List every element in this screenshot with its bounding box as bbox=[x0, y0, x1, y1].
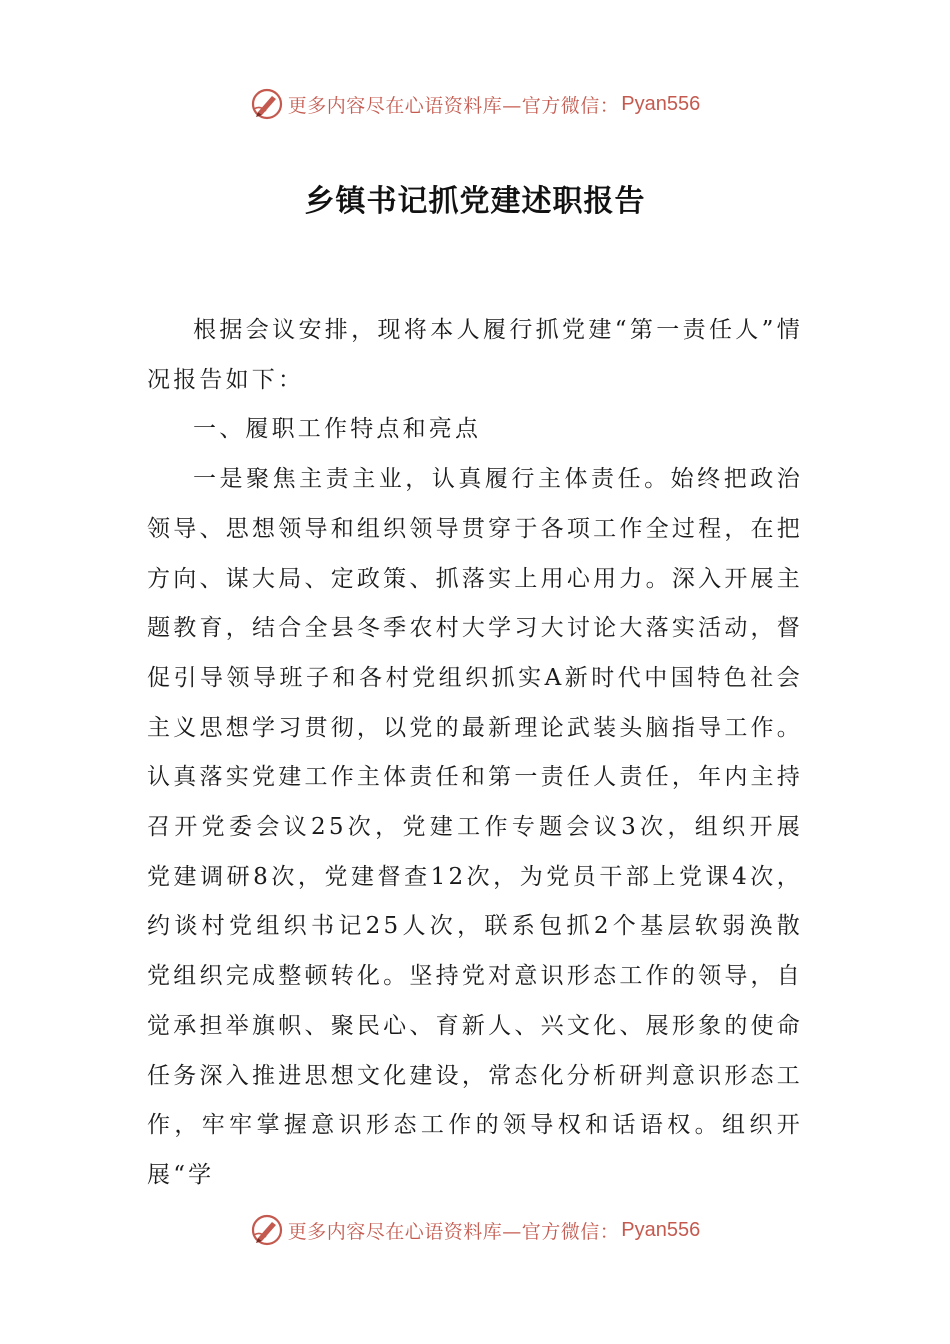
document-body bbox=[147, 306, 803, 1201]
paragraph-intro: 根据会议安排，现将本人履行抓党建“第一责任人”情况报告如下： bbox=[147, 317, 803, 393]
banner-wechat-id: Pyan556 bbox=[621, 1218, 701, 1241]
banner-text: 更多内容尽在心语资料库—官方微信： bbox=[287, 94, 620, 117]
pen-logo-icon bbox=[250, 1213, 284, 1247]
header-banner bbox=[0, 84, 950, 124]
paragraph-body-1: 一是聚焦主责主业，认真履行主体责任。始终把政治领导、思想领导和组织领导贯穿于各项工作全过程，在把方向、谋大局、定政策、抓落实上用心用力。深入开展主题教育，结合全县冬季农村大学习大讨论大落实活动，督促引导领导班子和各村党组织抓实A新时代中国特色社会主义思想学习贯彻，以党的最新理论武装头脑指导工作。认真落实党建工作主体责任和第一责任人责任，年内主持召开党委会议25次，党建工作专题会议3次，组织开展党建调研8次，党建督查12次，为党员干部上党课4次，约谈村党组织书记25人次，联系包抓2个基层软弱涣散党组织完成整顿转化。坚持党对意识形态工作的领导，自觉承担举旗帜、聚民心、育新人、兴文化、展形象的使命任务深入推进思想文化建设，常态化分析研判意识形态工作，牢牢掌握意识形态工作的领导权和话语权。组织开展“学 bbox=[147, 466, 803, 1188]
banner-text: 更多内容尽在心语资料库—官方微信： bbox=[287, 1220, 620, 1243]
document-title: 乡镇书记抓党建述职报告 bbox=[304, 184, 646, 219]
footer-banner bbox=[0, 1210, 950, 1250]
pen-logo-icon bbox=[250, 87, 284, 121]
section-heading-1: 一、履职工作特点和亮点 bbox=[193, 416, 482, 443]
banner-wechat-id: Pyan556 bbox=[621, 92, 701, 115]
